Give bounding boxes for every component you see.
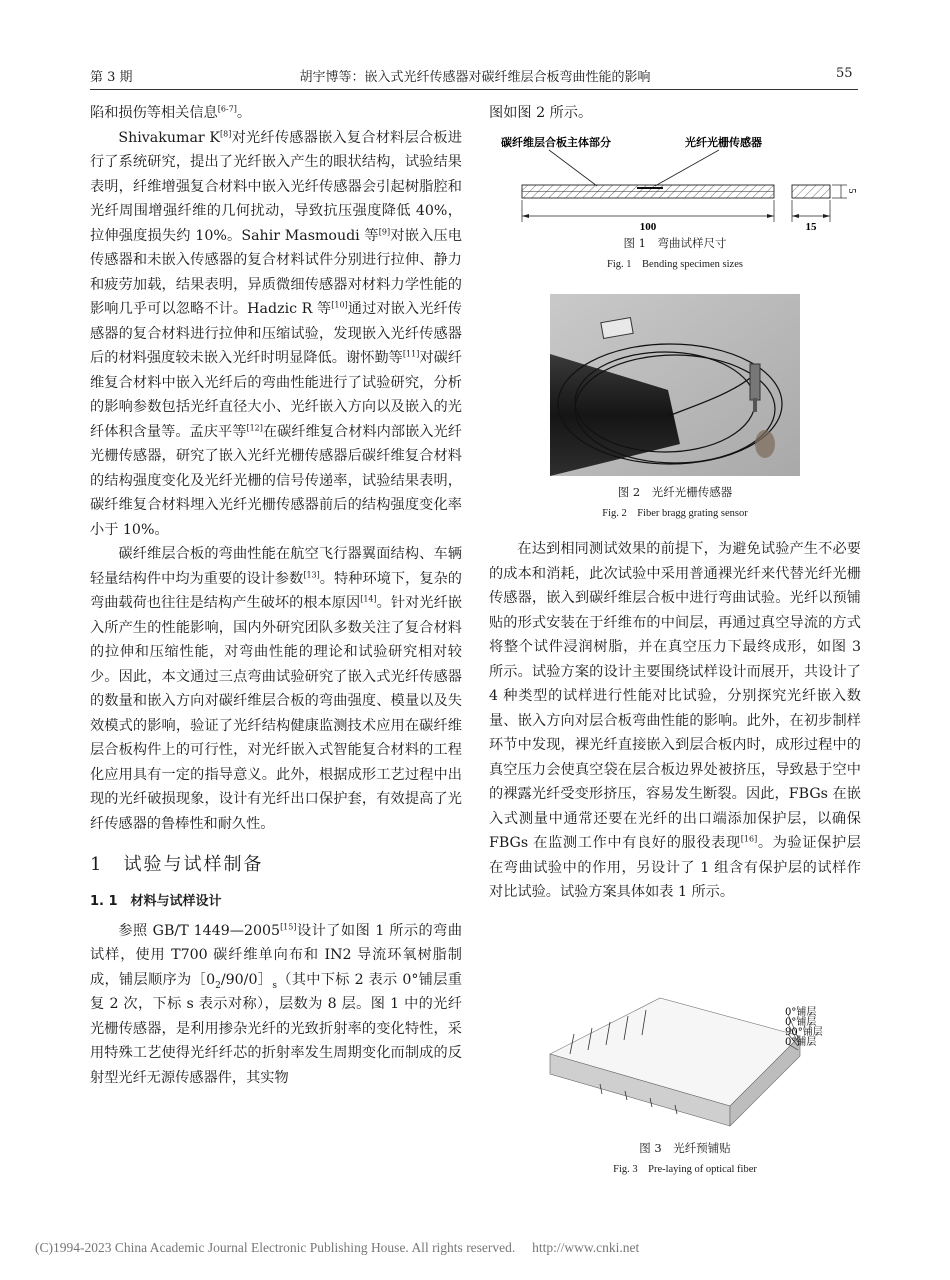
specimen-cross-section — [792, 185, 830, 198]
citation: [14] — [360, 594, 377, 604]
right-column-top — [489, 101, 861, 126]
page-number: 55 — [836, 66, 853, 81]
ply-label: 0°铺层 — [785, 1037, 817, 1048]
thickness-dimension: 5 — [846, 188, 857, 194]
figure-3-caption: 图 3 光纤预铺贴 — [639, 1141, 731, 1155]
label-laminate-body: 碳纤维层合板主体部分 — [501, 136, 611, 149]
figure-2-caption: 图 2 光纤光栅传感器 — [617, 485, 733, 499]
leader-line — [655, 150, 719, 186]
ply-label: 90°铺层 — [785, 1027, 823, 1038]
citation: [8] — [220, 128, 232, 138]
leader-line — [549, 150, 597, 186]
citation: [16] — [740, 834, 758, 844]
layup-diagram — [530, 994, 840, 1134]
copyright-footer: (C)1994-2023 China Academic Journal Electronic Publishing House. All rights reserved. http://www.cnki.net — [35, 1240, 640, 1255]
paragraph: 陷和损伤等相关信息[6-7]。 — [90, 104, 252, 121]
figure-2 — [550, 294, 800, 522]
figure-3 — [530, 994, 840, 1179]
citation: [15] — [280, 921, 297, 931]
page-issue: 第 3 期 — [90, 70, 133, 85]
ply-label: 0°铺层 — [785, 1017, 817, 1028]
paragraph: 参照 GB/T 1449—2005[15]设计了如图 1 所示的弯曲试样，使用 T700 碳纤维单向布和 IN2 导流环氧树脂制成，铺层顺序为$[0_2/90/0]_s$（其中下标 2 表示 0°铺层重复 2 次，下标 s 表示对称），层数为 8 层。图 1 中的光纤光栅传感器，是利用掺杂光纤的光致折射率的变化特性，采用特殊工艺使得光纤纤芯的折射率发生周期变化而制成的反射型光纤无源传感器件，其实物 — [90, 921, 463, 1086]
paragraph: 在达到相同测试效果的前提下，为避免试验产生不必要的成本和消耗，此次试验中采用普通裸光纤来代替光纤光栅传感器，嵌入到碳纤维层合板中进行弯曲试验。光纤以预铺贴的形式安装在于纤维布的中间层，再通过真空导流的方式将整个试件浸润树脂，并在真空压力下最终成形，如图 3 所示。试验方案的设计主要围绕试样设计而展开，共设计了 4 种类型的试样进行性能对比试验，分别探究光纤嵌入数量、嵌入方向对层合板弯曲性能的影响。此外，在初步制样环节中发现，裸光纤直接嵌入到层合板内时，成形过程中的真空压力会使真空袋在层合板边界处被挤压，导致悬于空中的裸露光纤受变形挤压，容易发生断裂。因此，FBGs 在嵌入式测量中通常还要在光纤的出口端添加保护层，以确保 FBGs 在监测工作中有良好的服役表现[16]。为验证保护层在弯曲试验中的作用，另设计了 1 组含有保护层的试样作对比试验。试验方案具体如表 1 所示。 — [489, 541, 861, 900]
label-fbg-sensor: 光纤光栅传感器 — [685, 136, 762, 149]
subsection-heading: 1. 1 材料与试样设计 — [90, 894, 222, 909]
ply-label: 0°铺层 — [785, 1007, 817, 1018]
header-rule — [90, 89, 858, 90]
paragraph: 图如图 2 所示。 — [489, 105, 593, 121]
fiber-connector — [750, 364, 760, 400]
citation: [12] — [246, 422, 263, 432]
length-dimension: 100 — [639, 221, 657, 233]
citation: [13] — [303, 569, 320, 579]
right-column-body — [489, 537, 861, 905]
figure-2-caption-en: Fig. 2 Fiber bragg grating sensor — [602, 508, 748, 519]
figure-1-caption-en: Fig. 1 Bending specimen sizes — [607, 259, 743, 270]
section-heading: 1 试验与试样制备 — [90, 854, 264, 875]
figure-1 — [489, 130, 861, 276]
citation: [6-7] — [217, 104, 237, 114]
figure-3-caption-en: Fig. 3 Pre-laying of optical fiber — [613, 1164, 757, 1175]
citation: [11] — [402, 349, 420, 359]
specimen-dimension-drawing — [489, 130, 861, 238]
citation: [10] — [331, 300, 348, 310]
paragraph: Shivakumar K[8]对光纤传感器嵌入复合材料层合板进行了系统研究，提出了光纤嵌入产生的眼状结构，试验结果表明，纤维增强复合材料中嵌入光纤传感器会引起树脂腔和光纤周围增强纤维的几何扰动，导致抗压强度降低 40%，拉伸强度损失约 10%。Sahir Masmoudi 等[9]对嵌入压电传感器和未嵌入传感器的复合材料试件分别进行拉伸、静力和疲劳加载，结果表明，异质微细传感器对材料力学性能的影响几乎可以忽略不计。Hadzic R 等[10]通过对嵌入光纤传感器的复合材料进行拉伸和压缩试验，发现嵌入光纤传感器后的材料强度较未嵌入光纤时明显降低。谢怀勤等[11]对碳纤维复合材料中嵌入光纤后的弯曲性能进行了试验研究，分析的影响参数包括光纤直径大小、光纤嵌入方向以及嵌入的光纤体积含量等。孟庆平等[12]在碳纤维复合材料内部嵌入光纤光栅传感器，研究了嵌入光纤光栅传感器后碳纤维复合材料的结构强度变化及光纤光栅的信号传递率，试验结果表明，碳纤维复合材料埋入光纤光栅传感器前后的结构强度变化率小于 10%。 — [90, 128, 462, 538]
left-column — [90, 101, 462, 1090]
running-title: 胡宇博等：嵌入式光纤传感器对碳纤维层合板弯曲性能的影响 — [299, 70, 651, 85]
width-dimension: 15 — [805, 221, 817, 233]
paragraph: 碳纤维层合板的弯曲性能在航空飞行器翼面结构、车辆轻量结构件中均为重要的设计参数[13]。特种环境下，复杂的弯曲载荷也往往是结构产生破坏的根本原因[14]。针对光纤嵌入所产生的性能影响，国内外研究团队多数关注了复合材料的拉伸和压缩性能，对弯曲性能的理论和试验研究相对较少。因此，本文通过三点弯曲试验研究了嵌入式光纤传感器的数量和嵌入方向对碳纤维层合板的弯曲强度、模量以及失效模式的影响，验证了光纤结构健康监测技术应用在碳纤维层合板构件上的可行性，对光纤嵌入式智能复合材料的工程化应用具有一定的指导意义。此外，根据成形工艺过程中出现的光纤破损现象，设计有光纤出口保护套，有效提高了光纤传感器的鲁棒性和耐久性。 — [90, 546, 462, 832]
figure-1-caption: 图 1 弯曲试样尺寸 — [623, 236, 727, 250]
citation: [9] — [378, 226, 391, 236]
specimen-fragment — [755, 430, 775, 458]
fbg-sensor-photo — [550, 294, 800, 476]
